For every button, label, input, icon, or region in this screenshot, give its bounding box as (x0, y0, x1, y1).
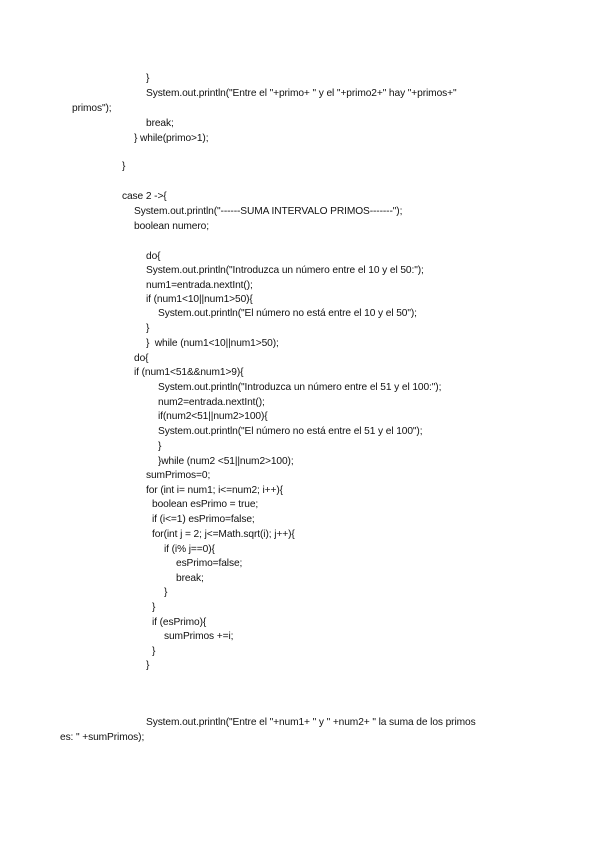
code-line: } (146, 323, 150, 334)
code-line: break; (146, 118, 174, 129)
code-line: if (num1<51&&num1>9){ (134, 367, 244, 378)
code-line: } (122, 161, 126, 172)
code-line: } (146, 73, 150, 84)
code-line: case 2 ->{ (122, 191, 167, 202)
code-line: do{ (134, 353, 149, 364)
code-line: }while (num2 <51||num2>100); (158, 456, 294, 467)
code-line: sumPrimos=0; (146, 470, 211, 481)
code-line: for(int j = 2; j<=Math.sqrt(i); j++){ (152, 529, 295, 540)
code-line: if(num2<51||num2>100){ (158, 411, 268, 422)
code-line: for (int i= num1; i<=num2; i++){ (146, 485, 283, 496)
code-line: if (i% j==0){ (164, 544, 215, 555)
code-line: } (152, 602, 156, 613)
code-line: boolean esPrimo = true; (152, 499, 259, 510)
code-line: primos"); (72, 103, 112, 114)
code-line: sumPrimos +=i; (164, 631, 234, 642)
code-line: esPrimo=false; (176, 558, 243, 569)
code-line: } (158, 441, 162, 452)
code-line: System.out.println("El número no está entre el 10 y el 50"); (158, 308, 417, 319)
code-line: break; (176, 573, 204, 584)
code-line: System.out.println("Introduzca un número entre el 51 y el 100:"); (158, 382, 442, 393)
code-line: if (i<=1) esPrimo=false; (152, 514, 255, 525)
code-line: } while(primo>1); (134, 133, 209, 144)
code-line: if (esPrimo){ (152, 617, 207, 628)
code-line: num2=entrada.nextInt(); (158, 397, 265, 408)
code-line: boolean numero; (134, 221, 209, 232)
code-line: System.out.println("Introduzca un número entre el 10 y el 50:"); (146, 265, 424, 276)
code-line: System.out.println("Entre el "+num1+ " y " +num2+ " la suma de los primos (146, 717, 476, 728)
code-line: } (146, 660, 150, 671)
code-line: num1=entrada.nextInt(); (146, 280, 253, 291)
code-line: System.out.println("Entre el "+primo+ " y el "+primo2+" hay "+primos+" (146, 88, 457, 99)
code-line: System.out.println("El número no está entre el 51 y el 100"); (158, 426, 423, 437)
code-line: } (152, 646, 156, 657)
code-line: System.out.println("------SUMA INTERVALO PRIMOS-------"); (134, 206, 403, 217)
code-line: if (num1<10||num1>50){ (146, 294, 253, 305)
code-line: do{ (146, 251, 161, 262)
code-line: } while (num1<10||num1>50); (146, 338, 279, 349)
code-line: es: " +sumPrimos); (60, 732, 145, 743)
code-line: } (164, 587, 168, 598)
